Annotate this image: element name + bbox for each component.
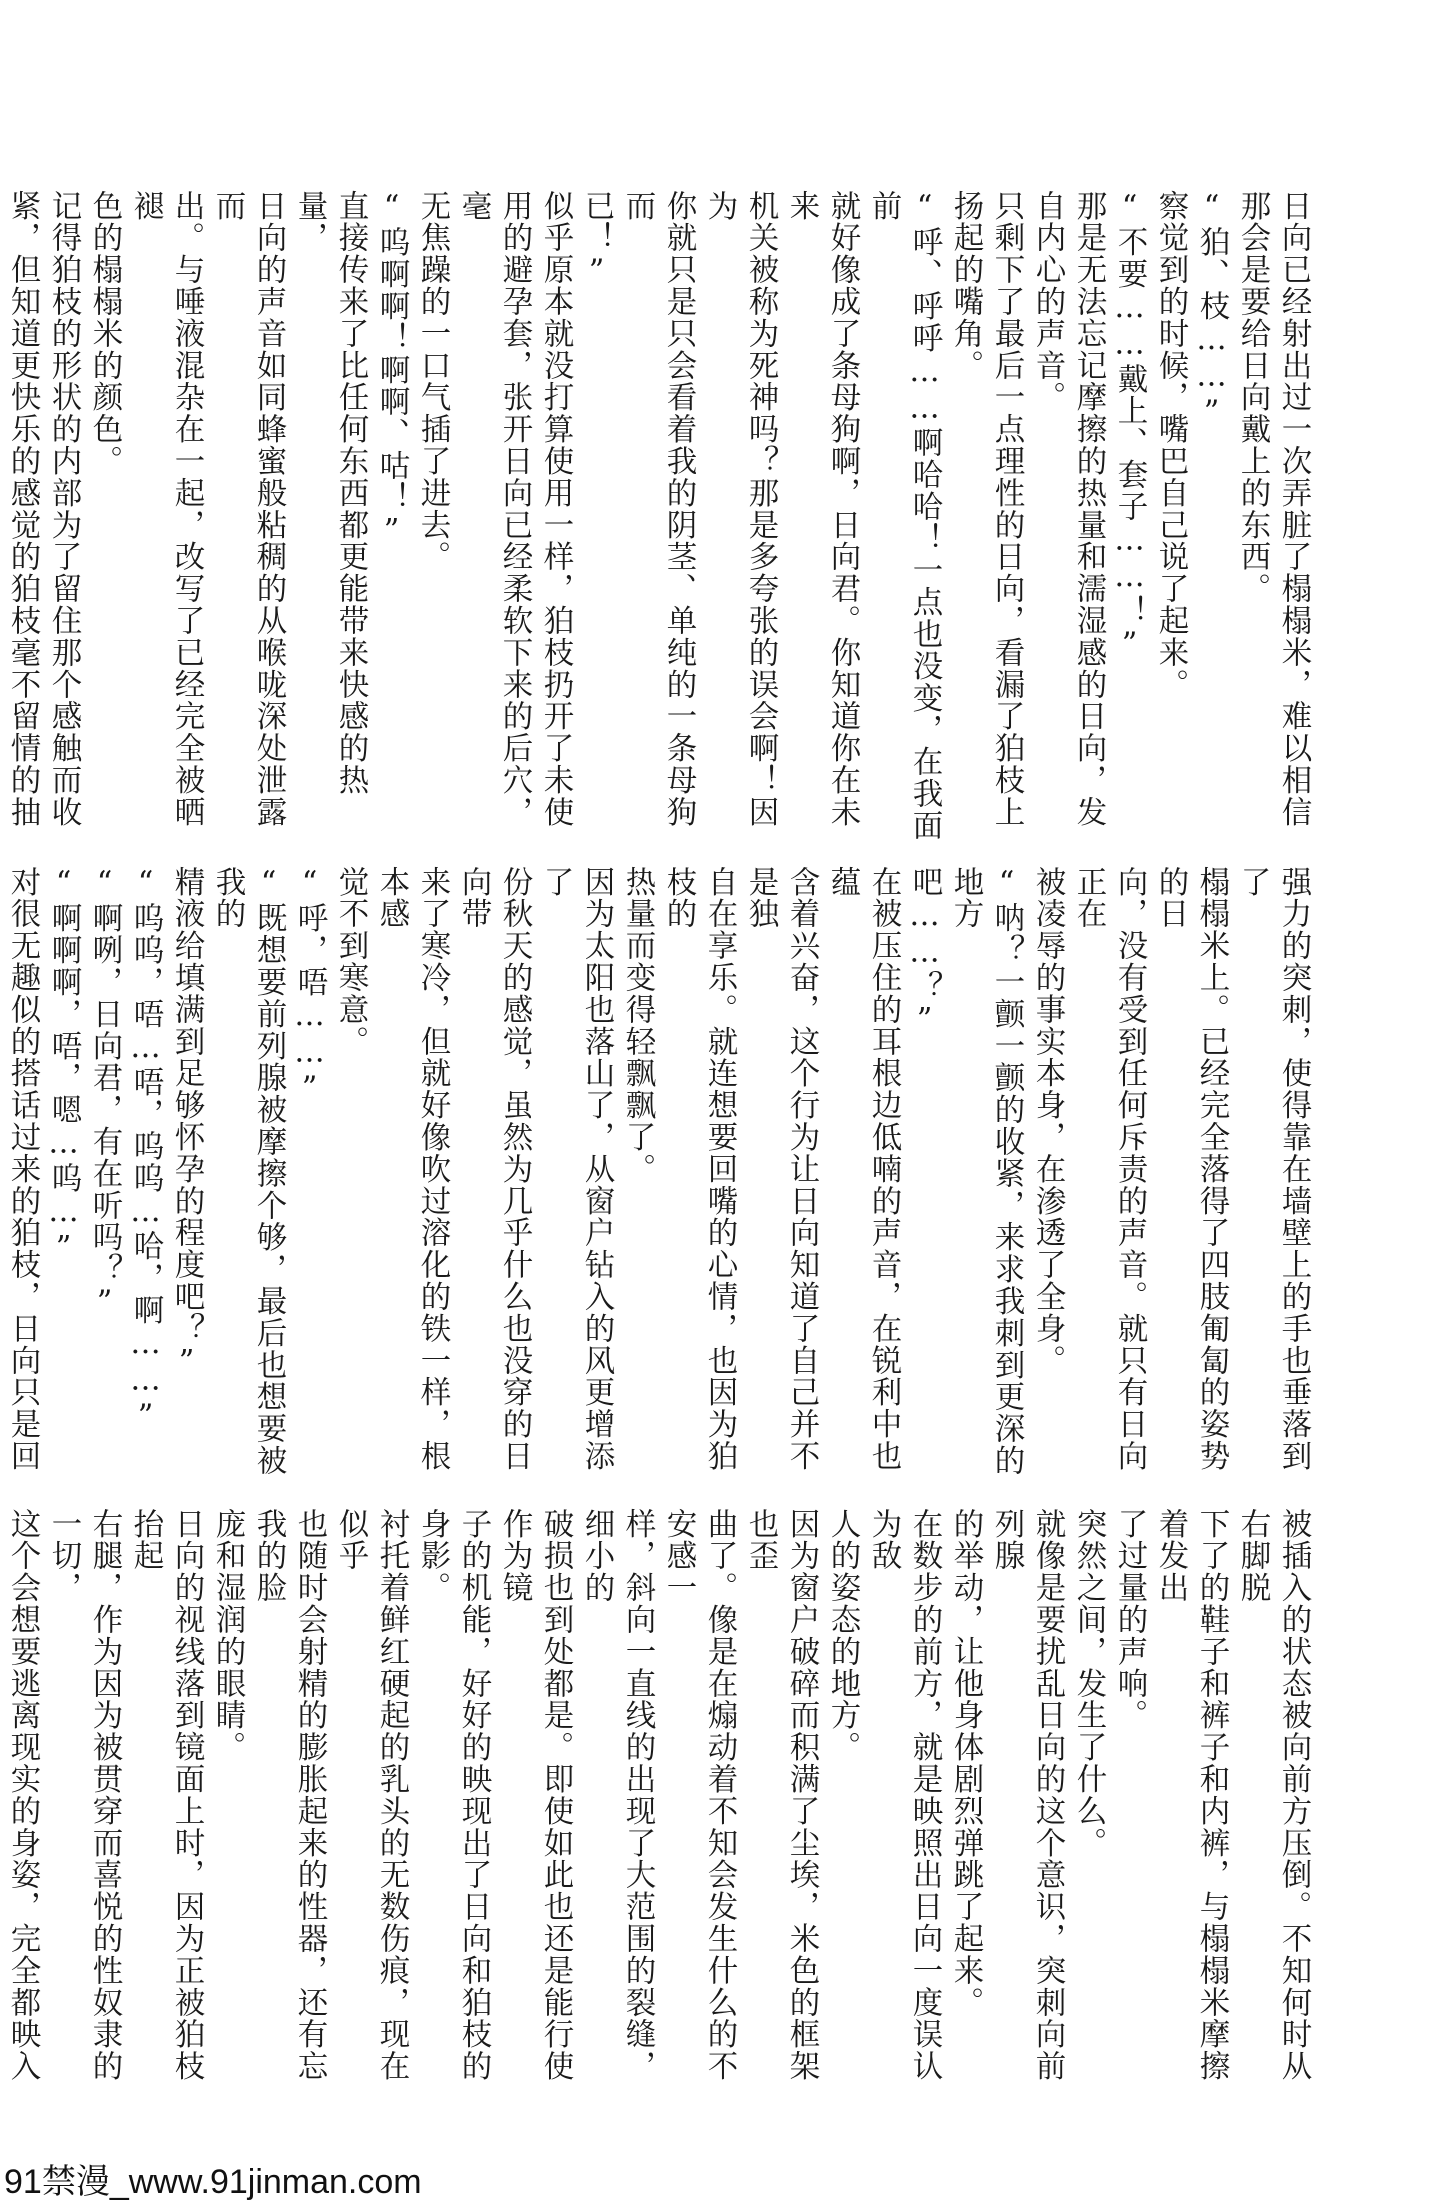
text-line: 这个会想要逃离现实的身姿，完全都映入 (5, 1508, 40, 2083)
text-line: 色的榻榻米的颜色。 (87, 190, 122, 478)
text-line: “呜呜，唔…唔，呜呜…哈，啊……” (128, 866, 163, 1436)
text-line: 强力的突刺，使得靠在墙壁上的手也垂落到了 (1235, 866, 1311, 1473)
text-line: 在数步的前方，就是映照出日向一度误认为敌 (866, 1508, 942, 2083)
text-line: 人的姿态的地方。 (825, 1508, 860, 1764)
text-line: 被插入的状态被向前方压倒。不知何时从右脚脱 (1235, 1508, 1311, 2083)
text-line: 似乎原本就没打算使用一样，狛枝扔开了未使 (538, 190, 573, 828)
text-line: 觉不到寒意。 (333, 866, 368, 1058)
text-line: 那会是要给日向戴上的东西。 (1235, 190, 1270, 605)
text-line: 直接传来了比任何东西都更能带来快感的热量， (292, 190, 368, 797)
text-line: 扬起的嘴角。 (948, 190, 983, 382)
text-line: “既想要前列腺被摩擦个够，最后也想要被我的 (210, 866, 286, 1477)
text-line: 份秋天的感觉，虽然为几乎什么也没穿的日向带 (456, 866, 532, 1473)
text-line: 右腿，作为因为被贯穿而喜悦的性奴隶的一切， (46, 1508, 122, 2083)
site-watermark: 91禁漫_www.91jinman.com (4, 2163, 422, 2201)
text-line: 紧，但知道更快乐的感觉的狛枝毫不留情的抽 (5, 190, 40, 828)
text-line: 子的机能，好好的映现出了日向和狛枝的身影。 (415, 1508, 491, 2083)
text-line: 衬托着鲜红硬起的乳头的无数伤痕，现在似乎 (333, 1508, 409, 2083)
text-line: “啊啊啊，唔，嗯…呜…” (46, 866, 81, 1267)
text-line: 下了的鞋子和裤子和内裤，与榻榻米摩擦着发出 (1153, 1508, 1229, 2083)
text-line: 庞和湿润的眼睛。 (210, 1508, 245, 1764)
text-line: 自在享乐。就连想要回嘴的心情，也因为狛枝的 (661, 866, 737, 1473)
text-line: 对很无趣似的搭话过来的狛枝，日向只是回 (5, 866, 40, 1473)
text-line: 的举动，让他身体剧烈弹跳了起来。 (948, 1508, 983, 2019)
text-line: 因为窗户破碎而积满了尘埃，米色的框架也歪 (743, 1508, 819, 2083)
text-line: 向，没有受到任何斥责的声音。就只有日向正在 (1071, 866, 1147, 1473)
text-line: 那是无法忘记摩擦的热量和濡湿感的日向，发 (1071, 190, 1106, 828)
text-line: 破损也到处都是。即使如此也还是能行使作为镜 (497, 1508, 573, 2083)
text-line: 在被压住的耳根边低喃的声音，在锐利中也蕴 (825, 866, 901, 1473)
text-block-middle (5, 866, 1314, 1484)
text-block-top (5, 190, 1314, 843)
text-line: “啊咧，日向君，有在听吗？” (87, 866, 122, 1322)
text-line: 吧……？” (907, 866, 942, 1039)
text-line: “呜啊啊！啊啊、咕！” (374, 190, 409, 550)
text-line: 精液给填满到足够怀孕的程度吧？” (169, 866, 204, 1381)
text-line: 也随时会射精的膨胀起来的性器，还有忘我的脸 (251, 1508, 327, 2083)
text-line: 就像是要扰乱日向的这个意识，突刺向前列腺 (989, 1508, 1065, 2083)
text-line: 只剩下了最后一点理性的日向，看漏了狛枝上 (989, 190, 1024, 828)
text-line: 被凌辱的事实本身，在渗透了全身。 (1030, 866, 1065, 1377)
text-line: “狛、枝……” (1194, 190, 1229, 432)
text-line: 样，斜向一直线的出现了大范围的裂缝，细小的 (579, 1508, 655, 2083)
text-line: 用的避孕套，张开日向已经柔软下来的后穴，毫 (456, 190, 532, 828)
text-line: 自内心的声音。 (1030, 190, 1065, 414)
text-line: 察觉到的时候，嘴巴自己说了起来。 (1153, 190, 1188, 701)
text-block-bottom (5, 1508, 1314, 2096)
text-line: 就好像成了条母狗啊，日向君。你知道你在未来 (784, 190, 860, 828)
text-line: 来了寒冷，但就好像吹过溶化的铁一样，根本感 (374, 866, 450, 1473)
text-line: “呐？一颤一颤的收紧，来求我刺到更深的地方 (948, 866, 1024, 1477)
text-line: 含着兴奋，这个行为让日向知道了自己并不是独 (743, 866, 819, 1473)
text-line: 你就只是只会看着我的阴茎、单纯的一条母狗而 (620, 190, 696, 828)
text-line: 榻榻米上。已经完全落得了四肢匍匐的姿势的日 (1153, 866, 1229, 1473)
text-line: “呼、呼呼……啊哈哈！一点也没变，在我面前 (866, 190, 942, 842)
text-line: 无焦躁的一口气插了进去。 (415, 190, 450, 573)
text-line: 日向的视线落到镜面上时，因为正被狛枝抬起 (128, 1508, 204, 2083)
text-line: 了过量的声响。 (1112, 1508, 1147, 1732)
text-line: 日向的声音如同蜂蜜般粘稠的从喉咙深处泄露而 (210, 190, 286, 828)
text-line: “呼，唔……” (292, 866, 327, 1108)
text-line: 机关被称为死神吗？那是多夸张的误会啊！因为 (702, 190, 778, 828)
text-line: 已！” (579, 190, 614, 291)
text-line: 因为太阳也落山了，从窗户钻入的风更增添了 (538, 866, 614, 1473)
text-line: “不要……戴上、套子……！” (1112, 190, 1147, 664)
text-line: 热量而变得轻飘飘了。 (620, 866, 655, 1185)
text-line: 突然之间，发生了什么。 (1071, 1508, 1106, 1859)
text-line: 曲了。像是在煽动着不知会发生什么的不安感一 (661, 1508, 737, 2083)
text-line: 记得狛枝的形状的内部为了留住那个感触而收 (46, 190, 81, 828)
text-line: 日向已经射出过一次弄脏了榻榻米，难以相信 (1276, 190, 1311, 828)
text-line: 出。与唾液混杂在一起，改写了已经完全被晒褪 (128, 190, 204, 828)
